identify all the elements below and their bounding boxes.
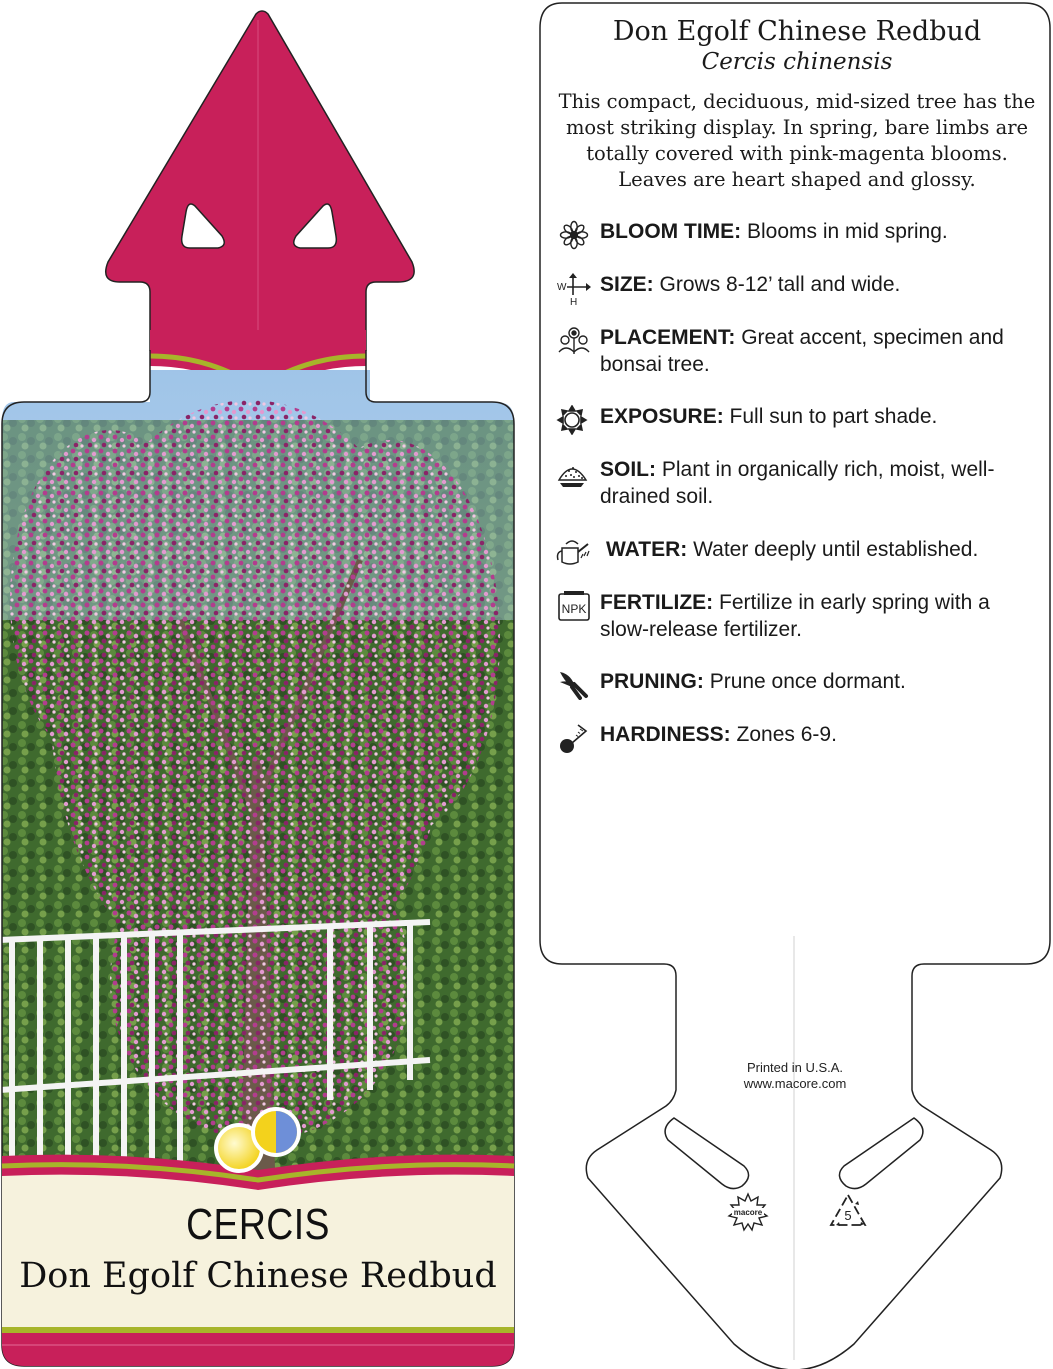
attr-bloom-time: [556, 218, 1036, 245]
sun-outline-icon: [556, 405, 592, 435]
attr-hardiness: [556, 721, 1036, 748]
flower-icon: [556, 220, 592, 250]
size-arrows-icon: [556, 273, 592, 308]
attr-label: PRUNING:: [600, 670, 704, 693]
redbud-photo: [0, 360, 520, 1210]
printed-website: www.macore.com: [743, 1076, 847, 1091]
thermometer-icon: [556, 723, 592, 753]
attr-pruning: [556, 668, 1036, 695]
pruners-icon: [556, 670, 592, 700]
attr-text: Zones 6-9.: [736, 723, 837, 746]
printed-country: Printed in U.S.A.: [746, 1060, 844, 1075]
attr-label: EXPOSURE:: [600, 405, 724, 428]
attr-label: PLACEMENT:: [600, 326, 736, 349]
attr-text: Grows 8-12’ tall and wide.: [659, 273, 901, 296]
recycle-icon: [828, 1192, 868, 1230]
front-common-name: Don Egolf Chinese Redbud: [19, 1256, 497, 1296]
attr-placement: [556, 324, 1036, 378]
watering-can-icon: [556, 538, 592, 568]
attr-text: Fertilize in early spring with a slow-release fertilizer.: [600, 591, 990, 641]
attr-label: BLOOM TIME:: [600, 220, 742, 243]
attr-label: SOIL:: [600, 458, 656, 481]
part-shade-icon: [250, 1106, 302, 1158]
attr-text: Prune once dormant.: [709, 670, 906, 693]
soil-icon: [556, 458, 592, 488]
attr-label: FERTILIZE:: [600, 591, 714, 614]
attr-label: HARDINESS:: [600, 723, 731, 746]
attr-text: Full sun to part shade.: [729, 405, 938, 428]
printed-info: [700, 1060, 890, 1092]
attr-text: Water deeply until established.: [693, 538, 979, 561]
attr-water: [556, 536, 1036, 563]
attr-label: SIZE:: [600, 273, 654, 296]
macore-text: macore: [733, 1208, 763, 1217]
front-title-block: [0, 1200, 516, 1296]
recycle-number: 5: [844, 1208, 852, 1223]
attr-exposure: [556, 403, 1036, 430]
front-genus: CERCIS: [186, 1200, 330, 1249]
back-latin-name: Cercis chinensis: [701, 49, 893, 75]
placement-icon: [556, 326, 592, 356]
back-description: This compact, deciduous, mid-sized tree has the most striking display. In spring, bare limbs are totally covered with pink-magenta blooms. Leaves are heart shaped and glossy.: [558, 90, 1036, 191]
attr-size: [556, 271, 1036, 308]
attr-text: Blooms in mid spring.: [747, 220, 948, 243]
macore-logo: [726, 1192, 770, 1232]
attr-text: Great accent, specimen and bonsai tree.: [600, 326, 1004, 376]
attr-label: WATER:: [606, 538, 688, 561]
attr-soil: [556, 456, 1036, 510]
npk-label: NPK: [561, 602, 587, 616]
back-header: [548, 16, 1046, 193]
size-icon-w: W: [557, 282, 567, 293]
fertilizer-icon: [556, 591, 592, 621]
attr-text: Plant in organically rich, moist, well-drained soil.: [600, 458, 995, 508]
attr-fertilize: [556, 589, 1036, 643]
size-icon-h: H: [570, 297, 578, 308]
back-title: Don Egolf Chinese Redbud: [612, 16, 982, 47]
